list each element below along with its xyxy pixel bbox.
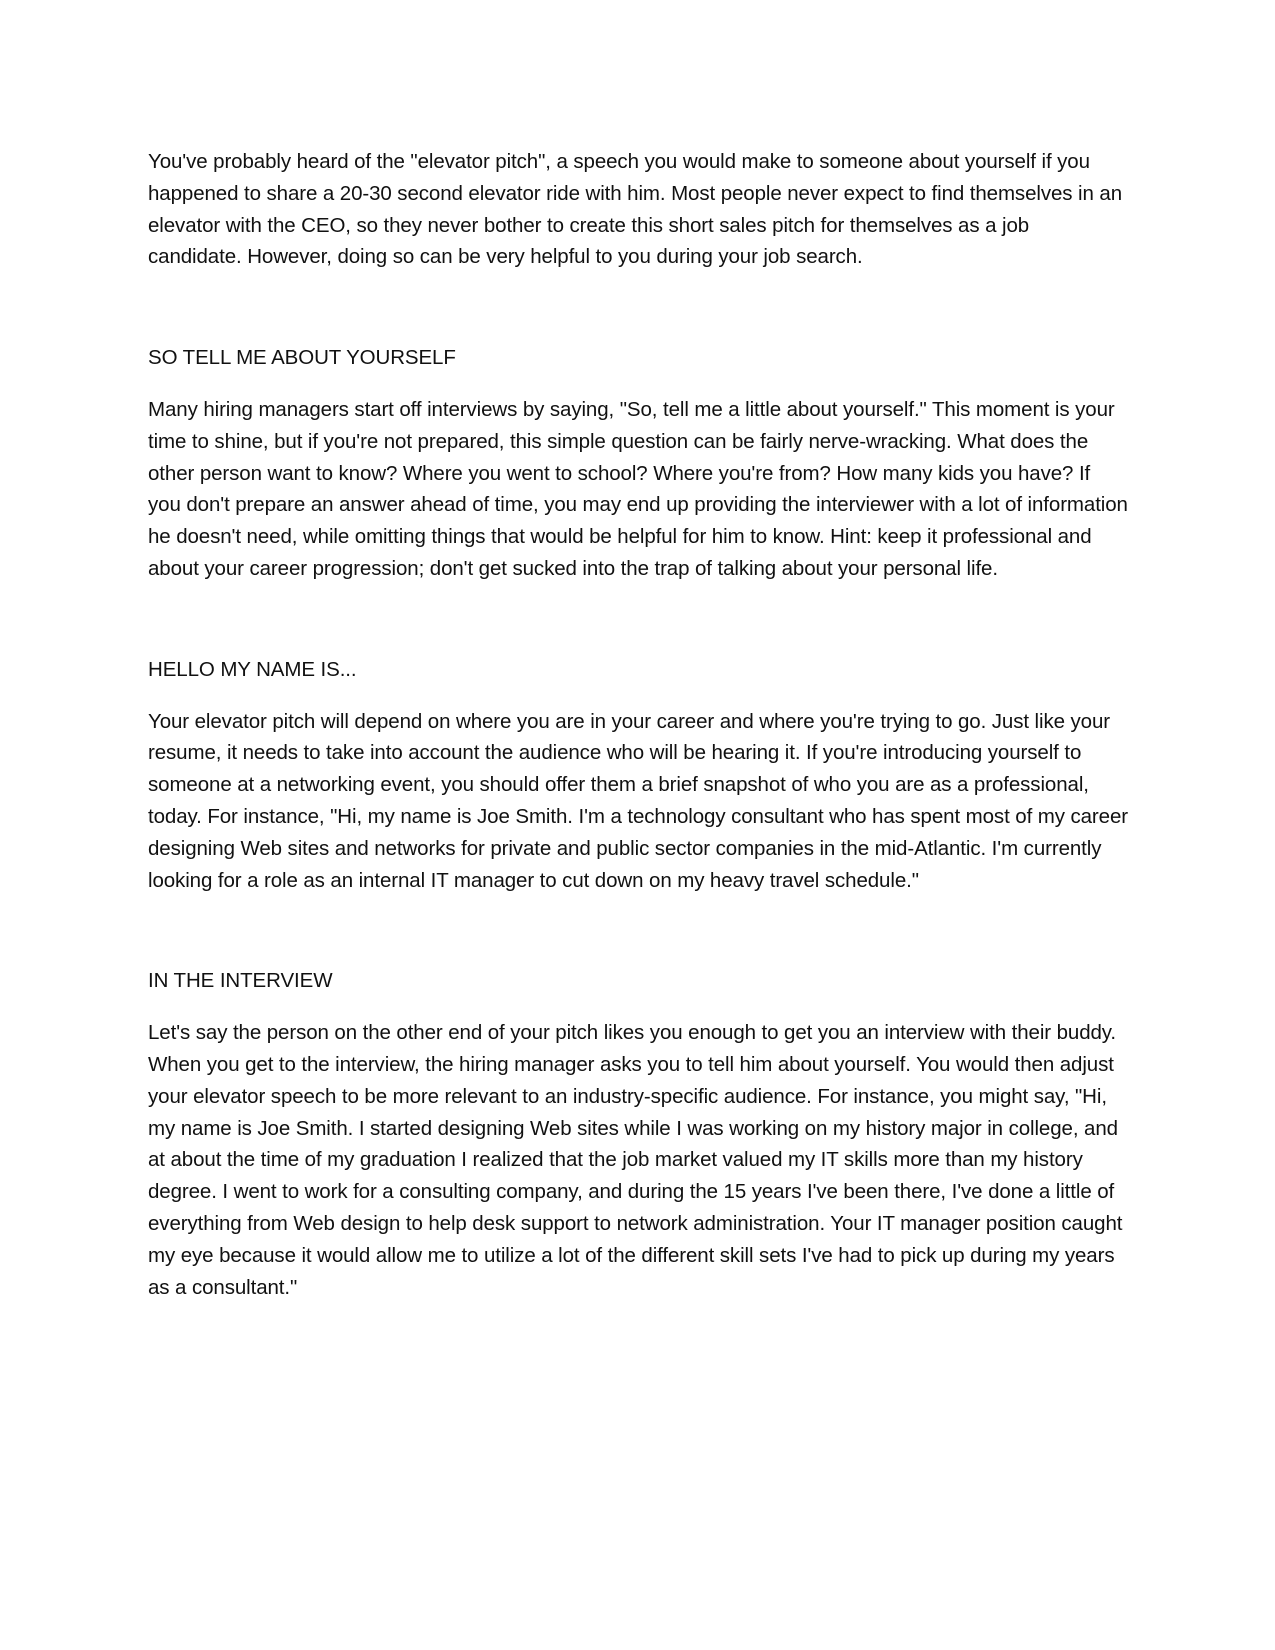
document-body bbox=[148, 146, 1128, 1303]
section-paragraph-hello-my-name-is: Your elevator pitch will depend on where you are in your career and where you're trying to go. Just like your resume, it needs to take into account the audience who will be hearing it. If you're introducing yourself to someone at a networking event, you should offer them a brief snapshot of who you are as a professional, today. For instance, "Hi, my name is Joe Smith. I'm a technology consultant who has spent most of my career designing Web sites and networks for private and public sector companies in the mid-Atlantic. I'm currently looking for a role as an internal IT manager to cut down on my heavy travel schedule." bbox=[148, 709, 1128, 892]
section-paragraph-in-the-interview: Let's say the person on the other end of your pitch likes you enough to get you an interview with their buddy. When you get to the interview, the hiring manager asks you to tell him about yourself. You would then adjust your elevator speech to be more relevant to an industry-specific audience. For instance, you might say, "Hi, my name is Joe Smith. I started designing Web sites while I was working on my history major in college, and at about the time of my graduation I realized that the job market valued my IT skills more than my history degree. I went to work for a consulting company, and during the 15 years I've been there, I've done a little of everything from Web design to help desk support to network administration. Your IT manager position caught my eye because it would allow me to utilize a lot of the different skill sets I've had to pick up during my years as a consultant." bbox=[148, 1021, 1123, 1299]
section-heading-hello-my-name-is: HELLO MY NAME IS... bbox=[148, 657, 357, 681]
section-paragraph-tell-me-about-yourself: Many hiring managers start off interviews by saying, "So, tell me a little about yourself." This moment is your time to shine, but if you're not prepared, this simple question can be fairly nerve-wracking. What does the other person want to know? Where you went to school? Where you're from? How many kids you have? If you don't prepare an answer ahead of time, you may end up providing the interviewer with a lot of information he doesn't need, while omitting things that would be helpful for him to know. Hint: keep it professional and about your career progression; don't get sucked into the trap of talking about your personal life. bbox=[148, 397, 1128, 580]
intro-paragraph: You've probably heard of the "elevator pitch", a speech you would make to someone about yourself if you happened to share a 20-30 second elevator ride with him. Most people never expect to find themselves in an elevator with the CEO, so they never bother to create this short sales pitch for themselves as a job candidate. However, doing so can be very helpful to you during your job search. bbox=[148, 150, 1122, 269]
section-heading-in-the-interview: IN THE INTERVIEW bbox=[148, 969, 333, 993]
section-heading-tell-me-about-yourself: SO TELL ME ABOUT YOURSELF bbox=[148, 346, 456, 370]
